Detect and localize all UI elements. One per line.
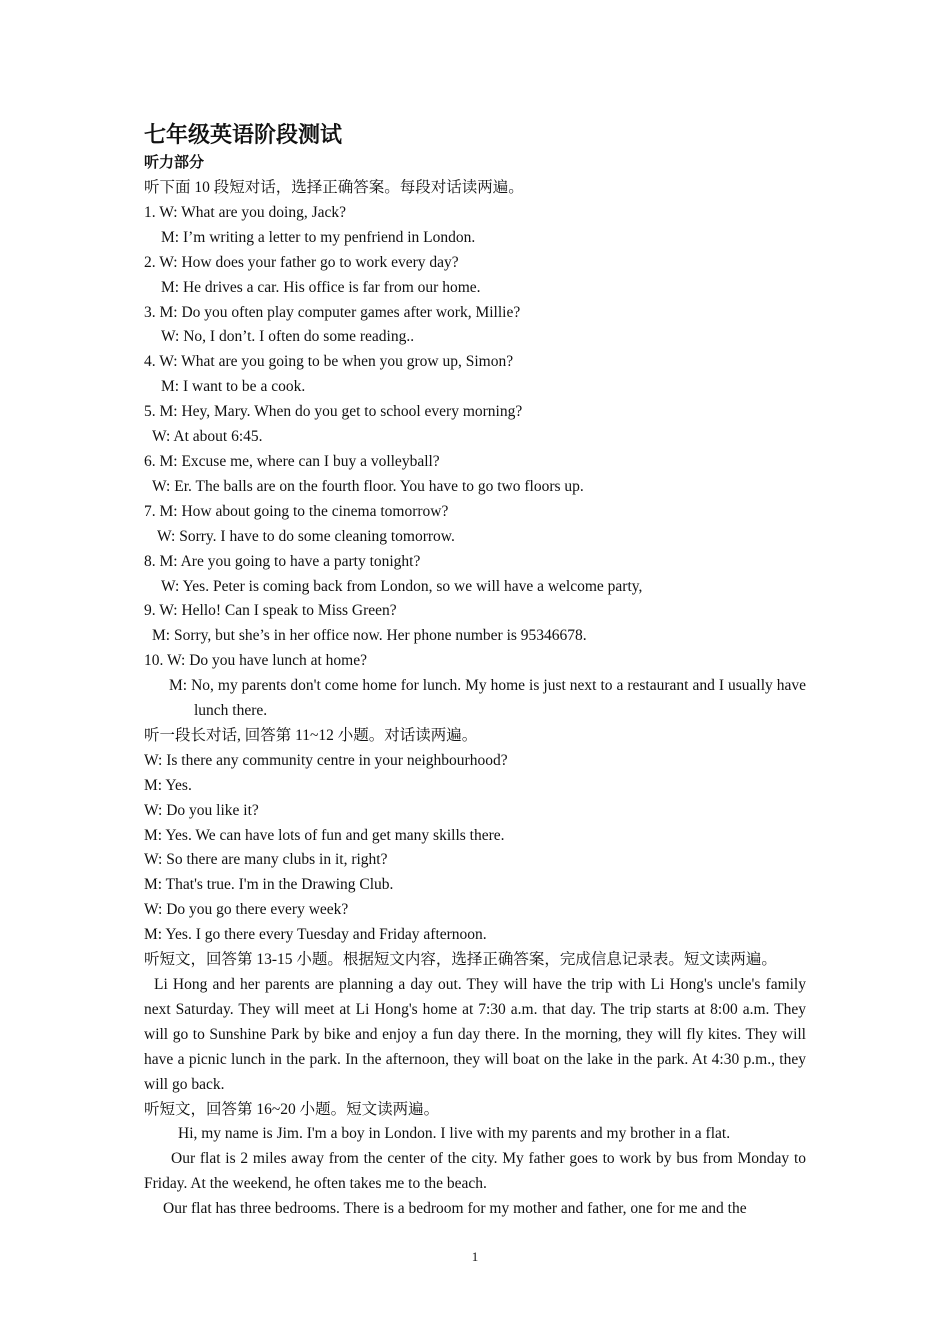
- dialogue-line: M: Sorry, but she’s in her office now. Her phone number is 95346678.: [152, 627, 587, 645]
- instruction-passage-1: 听短文，回答第 13-15 小题。根据短文内容，选择正确答案，完成信息记录表。短文读两遍。: [144, 951, 777, 969]
- dialogue-line: M: Yes.: [144, 776, 192, 794]
- dialogue-line: W: No, I don’t. I often do some reading..: [161, 328, 415, 346]
- dialogue-line: M: No, my parents don't come home for lunch. My home is just next to a restaurant and I usually have lunch there.: [169, 677, 806, 720]
- dialogue-line: W: At about 6:45.: [152, 428, 263, 446]
- passage-paragraph: Li Hong and her parents are planning a day out. They will have the trip with Li Hong's uncle's family next Saturday. They will meet at Li Hong's home at 7:30 a.m. that day. The trip starts at 8:00 a.m. They will go to Sunshine Park by bike and enjoy a fun day there. In the morning, they will fly kites. They will have a picnic lunch in the park. In the afternoon, they will boat on the lake in the park. At 4:30 p.m., they will go back.: [144, 976, 806, 1093]
- dialogue-line: W: Er. The balls are on the fourth floor. You have to go two floors up.: [152, 477, 584, 495]
- dialogue-line: 1. W: What are you doing, Jack?: [144, 203, 347, 221]
- dialogue-line: 3. M: Do you often play computer games after work, Millie?: [144, 303, 521, 321]
- document-title: 七年级英语阶段测试: [144, 123, 343, 148]
- dialogue-line: M: Yes. We can have lots of fun and get many skills there.: [144, 826, 505, 844]
- passage-paragraph: Hi, my name is Jim. I'm a boy in London. I live with my parents and my brother in a flat.: [178, 1125, 731, 1143]
- instruction-long-dialogue: 听一段长对话, 回答第 11~12 小题。对话读两遍。: [144, 726, 478, 744]
- dialogue-line: 10. W: Do you have lunch at home?: [144, 652, 367, 670]
- passage-paragraph: Our flat has three bedrooms. There is a bedroom for my mother and father, one for me and the: [163, 1200, 747, 1218]
- passage-paragraph: Our flat is 2 miles away from the center of the city. My father goes to work by bus from Monday to Friday. At the weekend, he often takes me to the beach.: [144, 1150, 806, 1193]
- dialogue-line: W: Yes. Peter is coming back from London, so we will have a welcome party,: [161, 577, 643, 595]
- dialogue-line: 4. W: What are you going to be when you grow up, Simon?: [144, 353, 514, 371]
- dialogue-line: M: That's true. I'm in the Drawing Club.: [144, 876, 394, 894]
- dialogue-line: 7. M: How about going to the cinema tomorrow?: [144, 502, 449, 520]
- dialogue-line: 9. W: Hello! Can I speak to Miss Green?: [144, 602, 397, 620]
- dialogue-line: W: Do you go there every week?: [144, 901, 349, 919]
- dialogue-line: 5. M: Hey, Mary. When do you get to school every morning?: [144, 403, 523, 421]
- section-heading: 听力部分: [144, 153, 205, 171]
- dialogue-line: 8. M: Are you going to have a party tonight?: [144, 552, 421, 570]
- dialogue-line: 2. W: How does your father go to work every day?: [144, 253, 459, 271]
- dialogue-line: M: I want to be a cook.: [161, 378, 306, 396]
- instruction-passage-2: 听短文，回答第 16~20 小题。短文读两遍。: [144, 1100, 440, 1118]
- dialogue-line: W: Is there any community centre in your neighbourhood?: [144, 751, 508, 769]
- dialogue-line: 6. M: Excuse me, where can I buy a volleyball?: [144, 452, 440, 470]
- page-number: 1: [471, 1249, 479, 1264]
- dialogue-line: M: Yes. I go there every Tuesday and Friday afternoon.: [144, 926, 487, 944]
- dialogue-line: W: Do you like it?: [144, 801, 259, 819]
- dialogue-line: W: Sorry. I have to do some cleaning tomorrow.: [157, 527, 455, 545]
- instruction-short-dialogues: 听下面 10 段短对话，选择正确答案。每段对话读两遍。: [144, 179, 524, 196]
- dialogue-line: M: I’m writing a letter to my penfriend in London.: [161, 228, 476, 246]
- dialogue-line: M: He drives a car. His office is far from our home.: [161, 278, 481, 296]
- dialogue-line: W: So there are many clubs in it, right?: [144, 851, 388, 869]
- document-page: [144, 120, 806, 1222]
